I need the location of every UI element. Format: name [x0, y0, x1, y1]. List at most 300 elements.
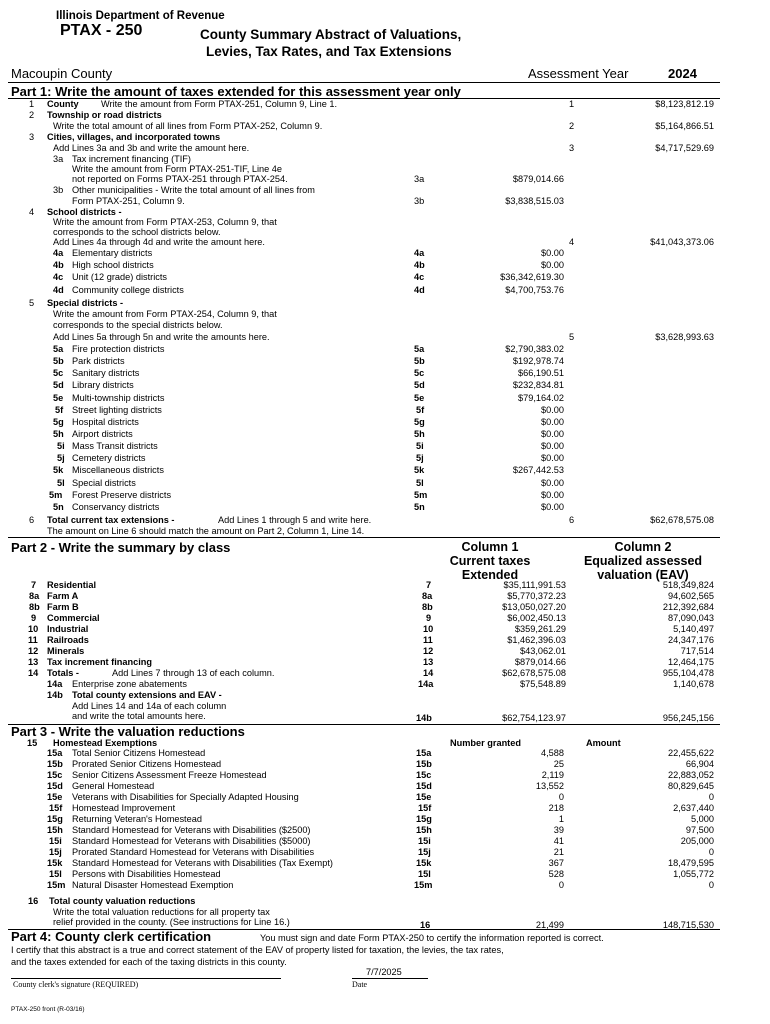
line-ref: 3b: [414, 196, 425, 206]
line-ref: 4d: [414, 285, 425, 295]
amount-value: 22,455,622: [668, 748, 714, 758]
col2-value: 955,104,478: [662, 668, 714, 678]
col2-heading-2: Equalized assessed: [583, 554, 703, 568]
line-ref: 5g: [414, 417, 425, 427]
line-name: Homestead Exemptions: [53, 738, 158, 748]
number-granted: 1: [558, 814, 564, 824]
line-desc: Mass Transit districts: [72, 441, 158, 451]
line-desc: relief provided in the county. (See instructions for Line 16.): [53, 917, 290, 927]
line-num: 4b: [53, 260, 64, 270]
line-num: 5a: [53, 344, 64, 354]
amount-value: 205,000: [680, 836, 714, 846]
line-desc: Forest Preserve districts: [72, 490, 172, 500]
col2-value: 717,514: [680, 646, 714, 656]
assessment-year-label: Assessment Year: [528, 66, 629, 81]
col2-heading-1: Column 2: [614, 540, 672, 554]
line-amount: $36,342,619.30: [500, 272, 564, 282]
amount-value: 22,883,052: [668, 770, 714, 780]
col1-value: $43,062.01: [520, 646, 566, 656]
line-num: 5h: [53, 429, 64, 439]
line-ref: 4c: [414, 272, 425, 282]
line-ref: 15e: [416, 792, 432, 802]
line-ref: 15h: [416, 825, 432, 835]
line-desc: Library districts: [72, 380, 134, 390]
line-desc: Add Lines 3a and 3b and write the amount here.: [53, 143, 250, 153]
form-revision: PTAX-250 front (R-03/16): [11, 1006, 85, 1013]
line-desc: Write the amount from Form PTAX-254, Column 9, that: [53, 309, 277, 319]
line-5-detail3: [0, 331, 770, 343]
date-value[interactable]: 7/7/2025: [366, 967, 402, 977]
line-desc: Write the amount from Form PTAX-253, Column 9, that: [53, 217, 277, 227]
part4-title: Part 4: County clerk certification: [11, 929, 212, 944]
col2-value: 24,347,176: [668, 635, 714, 645]
line-desc: not reported on Forms PTAX-251 through PTAX-254.: [72, 174, 288, 184]
line-ref: 15l: [418, 869, 431, 879]
line-ref: 13: [423, 657, 434, 667]
amount-value: 2,637,440: [673, 803, 714, 813]
line-name: School districts -: [47, 207, 122, 217]
line-5k: [0, 464, 770, 476]
number-granted: 39: [553, 825, 564, 835]
line-num: 15m: [47, 880, 66, 890]
line-desc: Write the total amount of all lines from Form PTAX-252, Column 9.: [53, 121, 323, 131]
line-5e: [0, 392, 770, 404]
line-ref: 15c: [416, 770, 432, 780]
line-desc: Add Lines 7 through 13 of each column.: [112, 668, 275, 678]
line-desc: Fire protection districts: [72, 344, 165, 354]
line-desc: Add Lines 1 through 5 and write here.: [218, 515, 372, 525]
line-num: 4c: [53, 272, 64, 282]
line-ref: 4a: [414, 248, 425, 258]
line-15m: [0, 879, 770, 891]
col1-heading-3: Extended: [461, 568, 519, 582]
line-ref: 15b: [416, 759, 432, 769]
col2-value: 956,245,156: [662, 713, 714, 723]
line-ref: 15d: [416, 781, 432, 791]
line-num: 16: [28, 896, 39, 906]
amount-heading: Amount: [586, 738, 621, 748]
col2-value: 94,602,565: [668, 591, 714, 601]
line-amount: $0.00: [541, 260, 564, 270]
line-name: Cities, villages, and incorporated towns: [47, 132, 221, 142]
amount-value: 1,055,772: [673, 869, 714, 879]
line-ref: 5: [569, 332, 575, 342]
line-name: Total county valuation reductions: [49, 896, 196, 906]
line-num: 4a: [53, 248, 64, 258]
line-desc: Community college districts: [72, 285, 184, 295]
line-num: 10: [28, 624, 39, 634]
line-amount: $8,123,812.19: [655, 99, 714, 109]
signature-label: County clerk's signature (REQUIRED): [13, 980, 139, 989]
col2-value: 5,140,497: [673, 624, 714, 634]
line-ref: 8b: [422, 602, 433, 612]
line-num: 5e: [53, 393, 64, 403]
line-desc: Form PTAX-251, Column 9.: [72, 196, 185, 206]
line-name: Industrial: [47, 624, 89, 634]
line-4a: [0, 247, 770, 259]
line-num: 8b: [29, 602, 40, 612]
line-num: 15f: [49, 803, 63, 813]
number-granted: 41: [553, 836, 564, 846]
line-ref: 4b: [414, 260, 425, 270]
line-amount: $4,717,529.69: [655, 143, 714, 153]
line-amount: $0.00: [541, 441, 564, 451]
line-amount: $0.00: [541, 405, 564, 415]
line-desc: Miscellaneous districts: [72, 465, 164, 475]
line-desc: Other municipalities - Write the total amount of all lines from: [72, 185, 315, 195]
line-num: 15c: [47, 770, 63, 780]
line-ref: 2: [569, 121, 575, 131]
line-num: 5b: [53, 356, 64, 366]
date-label: Date: [352, 980, 368, 989]
line-amount: $41,043,373.06: [650, 237, 714, 247]
col1-value: $879,014.66: [514, 657, 566, 667]
line-desc: Add Lines 4a through 4d and write the amount here.: [53, 237, 265, 247]
line-num: 12: [28, 646, 39, 656]
line-4b: [0, 259, 770, 271]
col1-value: $6,002,450.13: [507, 613, 566, 623]
line-amount: $0.00: [541, 417, 564, 427]
part3-title: Part 3 - Write the valuation reductions: [11, 724, 245, 739]
line-name: Special districts -: [47, 298, 124, 308]
line-ref: 5k: [414, 465, 425, 475]
line-desc: Add Lines 5a through 5n and write the amounts here.: [53, 332, 270, 342]
line-5d: [0, 379, 770, 391]
line-amount: $267,442.53: [512, 465, 564, 475]
line-amount: $192,978.74: [512, 356, 564, 366]
col1-value: $5,770,372.23: [507, 591, 566, 601]
line-desc: Standard Homestead for Veterans with Disabilities ($2500): [72, 825, 311, 835]
line-name: Township or road districts: [47, 110, 162, 120]
line-desc: Unit (12 grade) districts: [72, 272, 167, 282]
line-ref: 14b: [416, 713, 432, 723]
col1-value: $62,678,575.08: [502, 668, 566, 678]
line-desc: Standard Homestead for Veterans with Disabilities ($5000): [72, 836, 311, 846]
col2-heading-3: valuation (EAV): [597, 568, 689, 582]
amount-value: 80,829,645: [668, 781, 714, 791]
line-amount: $62,678,575.08: [650, 515, 714, 525]
line-desc: Multi-township districts: [72, 393, 165, 403]
line-ref: 6: [569, 515, 575, 525]
number-granted-heading: Number granted: [450, 738, 521, 748]
line-amount: $0.00: [541, 453, 564, 463]
line-num: 5k: [53, 465, 64, 475]
line-ref: 1: [569, 99, 575, 109]
line-desc: Sanitary districts: [72, 368, 140, 378]
line-num: 15h: [47, 825, 63, 835]
line-desc: Park districts: [72, 356, 125, 366]
line-ref: 16: [420, 920, 431, 930]
amount-value: 0: [708, 847, 714, 857]
amount-value: 66,904: [685, 759, 714, 769]
col1-value: $359,261.29: [514, 624, 566, 634]
line-name: Totals -: [47, 668, 79, 678]
number-granted: 21: [553, 847, 564, 857]
line-ref: 5n: [414, 502, 425, 512]
line-ref: 5i: [416, 441, 424, 451]
line-desc: Persons with Disabilities Homestead: [72, 869, 221, 879]
line-amount: $0.00: [541, 502, 564, 512]
certification-text-1: I certify that this abstract is a true and correct statement of the EAV of property listed for taxation, the levies, the tax rates,: [11, 945, 504, 955]
part2-title: Part 2 - Write the summary by class: [11, 540, 231, 555]
line-desc: Write the amount from Form PTAX-251, Column 9, Line 1.: [101, 99, 338, 109]
line-amount: $232,834.81: [512, 380, 564, 390]
line-desc: Natural Disaster Homestead Exemption: [72, 880, 234, 890]
line-num: 1: [29, 99, 35, 109]
col2-value: 87,090,043: [668, 613, 714, 623]
line-num: 5d: [53, 380, 64, 390]
line-5m: [0, 489, 770, 501]
line-5h: [0, 428, 770, 440]
line-ref: 15i: [418, 836, 431, 846]
line-num: 3b: [53, 185, 64, 195]
line-6-note: [0, 525, 770, 537]
line-ref: 9: [426, 613, 432, 623]
line-ref: 7: [426, 580, 432, 590]
line-desc: corresponds to the special districts below.: [53, 320, 223, 330]
line-ref: 14: [423, 668, 434, 678]
col2-value: 12,464,175: [668, 657, 714, 667]
line-num: 5m: [49, 490, 63, 500]
line-ref: 5m: [414, 490, 428, 500]
line-desc: Veterans with Disabilities for Specially Adapted Housing: [72, 792, 299, 802]
line-num: 15a: [47, 748, 63, 758]
line-name: County: [47, 99, 79, 109]
line-num: 5c: [53, 368, 64, 378]
line-desc: and write the total amounts here.: [72, 711, 206, 721]
line-num: 3a: [53, 154, 64, 164]
form-id: PTAX - 250: [60, 22, 143, 39]
line-5f: [0, 404, 770, 416]
line-desc: Standard Homestead for Veterans with Disabilities (Tax Exempt): [72, 858, 333, 868]
line-desc: Elementary districts: [72, 248, 153, 258]
class-row-14b-values: [0, 712, 770, 724]
line-ref: 15f: [418, 803, 432, 813]
line-num: 5j: [57, 453, 65, 463]
line-num: 15e: [47, 792, 63, 802]
line-desc: Homestead Improvement: [72, 803, 176, 813]
number-granted: 4,588: [541, 748, 564, 758]
col1-value: $13,050,027.20: [502, 602, 566, 612]
line-ref: 8a: [422, 591, 433, 601]
county-name: Macoupin County: [11, 66, 113, 81]
line-ref: 15m: [414, 880, 433, 890]
line-desc: Tax increment financing (TIF): [72, 154, 191, 164]
line-4d: [0, 284, 770, 296]
line-desc: Prorated Standard Homestead for Veterans with Disabilities: [72, 847, 315, 857]
line-desc: Cemetery districts: [72, 453, 146, 463]
line-ref: 11: [423, 635, 433, 645]
line-name: Minerals: [47, 646, 85, 656]
part1-end-rule: [8, 537, 720, 538]
line-ref: 3: [569, 143, 575, 153]
line-ref: 10: [423, 624, 434, 634]
line-desc: Write the amount from Form PTAX-251-TIF, Line 4e: [72, 164, 283, 174]
amount-value: 0: [708, 880, 714, 890]
line-5-detail2: [0, 319, 770, 331]
line-5j: [0, 452, 770, 464]
amount-value: 5,000: [691, 814, 714, 824]
line-num: 5l: [57, 478, 65, 488]
line-ref: 4: [569, 237, 575, 247]
amount-value: 0: [708, 792, 714, 802]
line-num: 11: [28, 635, 38, 645]
line-num: 4d: [53, 285, 64, 295]
line-num: 3: [29, 132, 35, 142]
line-amount: $879,014.66: [512, 174, 564, 184]
line-name: Residential: [47, 580, 97, 590]
line-desc: General Homestead: [72, 781, 155, 791]
line-ref: 14a: [418, 679, 434, 689]
line-num: 13: [28, 657, 39, 667]
form-title-line2: Levies, Tax Rates, and Tax Extensions: [206, 44, 452, 59]
line-ref: 5h: [414, 429, 425, 439]
line-desc: Senior Citizens Assessment Freeze Homestead: [72, 770, 267, 780]
line-ref: 5d: [414, 380, 425, 390]
line-5n: [0, 501, 770, 513]
line-amount: $79,164.02: [518, 393, 564, 403]
line-amount: $2,790,383.02: [505, 344, 564, 354]
line-amount: $0.00: [541, 490, 564, 500]
number-granted: 25: [553, 759, 564, 769]
line-ref: 5c: [414, 368, 425, 378]
part1-title: Part 1: Write the amount of taxes extended for this assessment year only: [11, 84, 461, 99]
line-desc: Returning Veteran's Homestead: [72, 814, 202, 824]
col1-value: $75,548.89: [520, 679, 566, 689]
line-num: 15d: [47, 781, 63, 791]
signature-line[interactable]: [11, 978, 281, 979]
line-desc: Write the total valuation reductions for all property tax: [53, 907, 270, 917]
line-num: 5i: [57, 441, 65, 451]
number-granted: 21,499: [535, 920, 564, 930]
line-num: 14: [28, 668, 39, 678]
line-5g: [0, 416, 770, 428]
line-name: Tax increment financing: [47, 657, 152, 667]
line-num: 15l: [49, 869, 62, 879]
line-5c: [0, 367, 770, 379]
line-name: Commercial: [47, 613, 100, 623]
line-ref: 5b: [414, 356, 425, 366]
line-num: 15g: [47, 814, 63, 824]
line-num: 15b: [47, 759, 63, 769]
line-num: 14a: [47, 679, 63, 689]
line-amount: $0.00: [541, 478, 564, 488]
line-amount: $66,190.51: [518, 368, 564, 378]
part4-note: You must sign and date Form PTAX-250 to certify the information reported is correct.: [260, 933, 604, 943]
line-num: 14b: [47, 690, 63, 700]
col2-value: 1,140,678: [673, 679, 714, 689]
line-5b: [0, 355, 770, 367]
line-num: 8a: [29, 591, 40, 601]
line-ref: 5l: [416, 478, 424, 488]
number-granted: 367: [548, 858, 564, 868]
number-granted: 2,119: [541, 770, 564, 780]
line-num: 5g: [53, 417, 64, 427]
line-name: Railroads: [47, 635, 89, 645]
col1-value: $62,754,123.97: [502, 713, 566, 723]
line-ref: 15g: [416, 814, 432, 824]
line-desc: Street lighting districts: [72, 405, 162, 415]
line-num: 15k: [47, 858, 63, 868]
line-num: 5f: [55, 405, 64, 415]
line-num: 2: [29, 110, 35, 120]
number-granted: 13,552: [535, 781, 564, 791]
line-amount: $3,628,993.63: [655, 332, 714, 342]
col2-value: 212,392,684: [662, 602, 714, 612]
line-amount: $0.00: [541, 248, 564, 258]
line-ref: 3a: [414, 174, 425, 184]
header-rule: [8, 82, 720, 83]
line-desc: High school districts: [72, 260, 154, 270]
line-ref: 15k: [416, 858, 432, 868]
line-desc: corresponds to the school districts below.: [53, 227, 221, 237]
line-ref: 5j: [416, 453, 424, 463]
line-ref: 12: [423, 646, 434, 656]
line-ref: 5a: [414, 344, 425, 354]
line-num: 7: [31, 580, 37, 590]
line-num: 5: [29, 298, 35, 308]
line-desc: Enterprise zone abatements: [72, 679, 187, 689]
line-ref: 15j: [418, 847, 431, 857]
line-ref: 5f: [416, 405, 425, 415]
line-name: Farm A: [47, 591, 79, 601]
line-desc: Total Senior Citizens Homestead: [72, 748, 206, 758]
line-amount: $4,700,753.76: [505, 285, 564, 295]
amount-value: 97,500: [685, 825, 714, 835]
line-ref: 5e: [414, 393, 425, 403]
date-line: [352, 978, 428, 979]
line-5i: [0, 440, 770, 452]
col1-value: $1,462,396.03: [507, 635, 566, 645]
line-name: Farm B: [47, 602, 79, 612]
amount-value: 18,479,595: [668, 858, 714, 868]
line-num: 15j: [49, 847, 62, 857]
line-num: 6: [29, 515, 35, 525]
line-ref: 15a: [416, 748, 432, 758]
number-granted: 0: [558, 880, 564, 890]
number-granted: 528: [548, 869, 564, 879]
number-granted: 218: [548, 803, 564, 813]
line-name: Total county extensions and EAV -: [72, 690, 222, 700]
line-num: 5n: [53, 502, 64, 512]
line-amount: $3,838,515.03: [505, 196, 564, 206]
line-num: 4: [29, 207, 35, 217]
line-4c: [0, 271, 770, 283]
form-title-line1: County Summary Abstract of Valuations,: [200, 27, 462, 42]
assessment-year-value: 2024: [668, 66, 697, 81]
amount-value: 148,715,530: [662, 920, 714, 930]
line-desc: Special districts: [72, 478, 136, 488]
line-num: 9: [31, 613, 37, 623]
line-desc: Hospital districts: [72, 417, 139, 427]
line-name: Total current tax extensions -: [47, 515, 175, 525]
line-desc: The amount on Line 6 should match the amount on Part 2, Column 1, Line 14.: [47, 526, 365, 536]
line-desc: Prorated Senior Citizens Homestead: [72, 759, 222, 769]
line-5l: [0, 477, 770, 489]
line-desc: Conservancy districts: [72, 502, 160, 512]
col1-heading-2: Current taxes: [449, 554, 531, 568]
line-amount: $5,164,866.51: [655, 121, 714, 131]
line-desc: Airport districts: [72, 429, 133, 439]
line-num: 15: [27, 738, 38, 748]
number-granted: 0: [558, 792, 564, 802]
col1-value: $35,111,991.53: [503, 580, 566, 590]
col2-value: 518,349,824: [662, 580, 714, 590]
agency-name: Illinois Department of Revenue: [56, 10, 225, 22]
line-desc: Add Lines 14 and 14a of each column: [72, 701, 227, 711]
line-amount: $0.00: [541, 429, 564, 439]
certification-text-2: and the taxes extended for each of the taxing districts in this county.: [11, 957, 287, 967]
